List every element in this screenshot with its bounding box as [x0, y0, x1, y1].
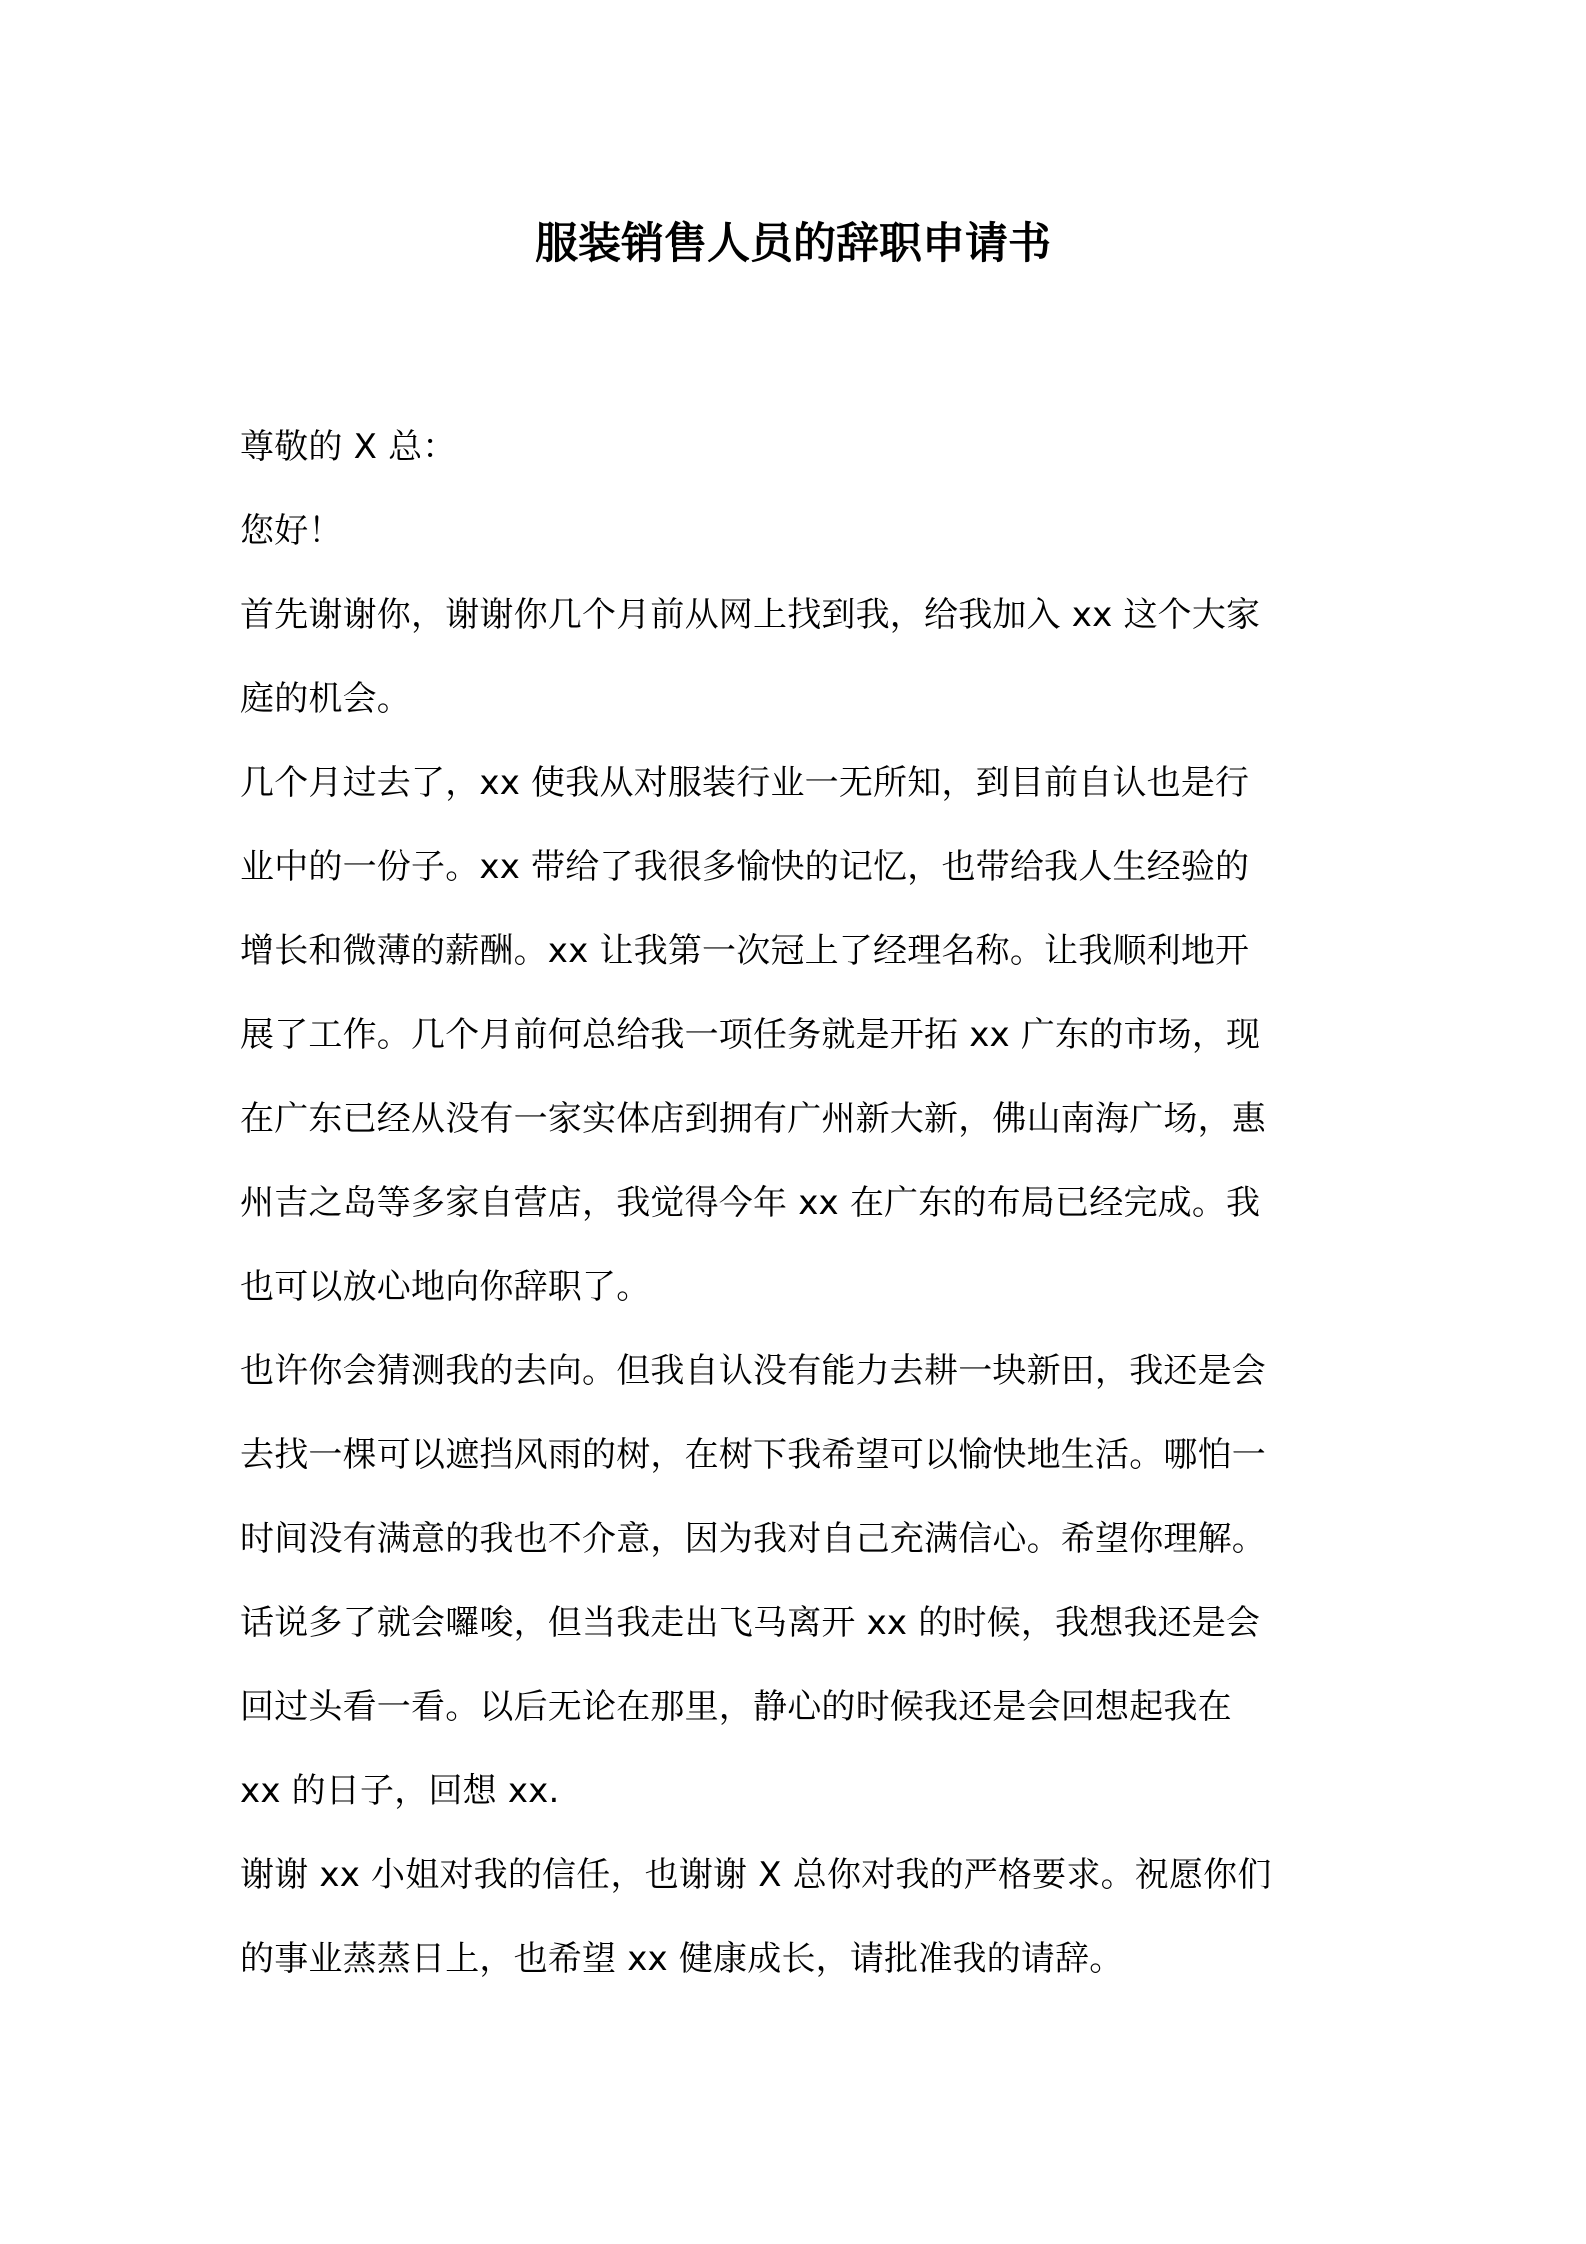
body-line: 时间没有满意的我也不介意，因为我对自己充满信心。希望你理解。 — [240, 1519, 1266, 1559]
body-line: 庭的机会。 — [240, 679, 411, 719]
body-line: 也许你会猜测我的去向。但我自认没有能力去耕一块新田，我还是会 — [240, 1351, 1266, 1391]
body-line: 首先谢谢你，谢谢你几个月前从网上找到我，给我加入 xx 这个大家 — [240, 595, 1261, 635]
body-line: 谢谢 xx 小姐对我的信任，也谢谢 X 总你对我的严格要求。祝愿你们 — [240, 1855, 1272, 1895]
body-line: 州吉之岛等多家自营店，我觉得今年 xx 在广东的布局已经完成。我 — [240, 1183, 1261, 1223]
body-line: 回过头看一看。以后无论在那里，静心的时候我还是会回想起我在 — [240, 1687, 1232, 1727]
body-line: 增长和微薄的薪酬。xx 让我第一次冠上了经理名称。让我顺利地开 — [240, 931, 1250, 971]
document-title: 服装销售人员的辞职申请书 — [535, 219, 1051, 269]
body-line: 几个月过去了，xx 使我从对服装行业一无所知，到目前自认也是行 — [240, 763, 1250, 803]
body-line: 话说多了就会囉唆，但当我走出飞马离开 xx 的时候，我想我还是会 — [240, 1603, 1261, 1643]
body-line: 展了工作。几个月前何总给我一项任务就是开拓 xx 广东的市场，现 — [240, 1015, 1261, 1055]
greeting-line: 您好！ — [240, 511, 343, 551]
salutation-line: 尊敬的 X 总： — [240, 427, 457, 467]
body-line: 也可以放心地向你辞职了。 — [240, 1267, 651, 1307]
body-line: 在广东已经从没有一家实体店到拥有广州新大新，佛山南海广场，惠 — [240, 1099, 1266, 1139]
body-line: 去找一棵可以遮挡风雨的树，在树下我希望可以愉快地生活。哪怕一 — [240, 1435, 1266, 1475]
letter-body — [240, 405, 1360, 2001]
body-line: xx 的日子，回想 xx. — [240, 1771, 560, 1811]
body-line: 的事业蒸蒸日上，也希望 xx 健康成长，请批准我的请辞。 — [240, 1939, 1124, 1979]
body-line: 业中的一份子。xx 带给了我很多愉快的记忆，也带给我人生经验的 — [240, 847, 1250, 887]
